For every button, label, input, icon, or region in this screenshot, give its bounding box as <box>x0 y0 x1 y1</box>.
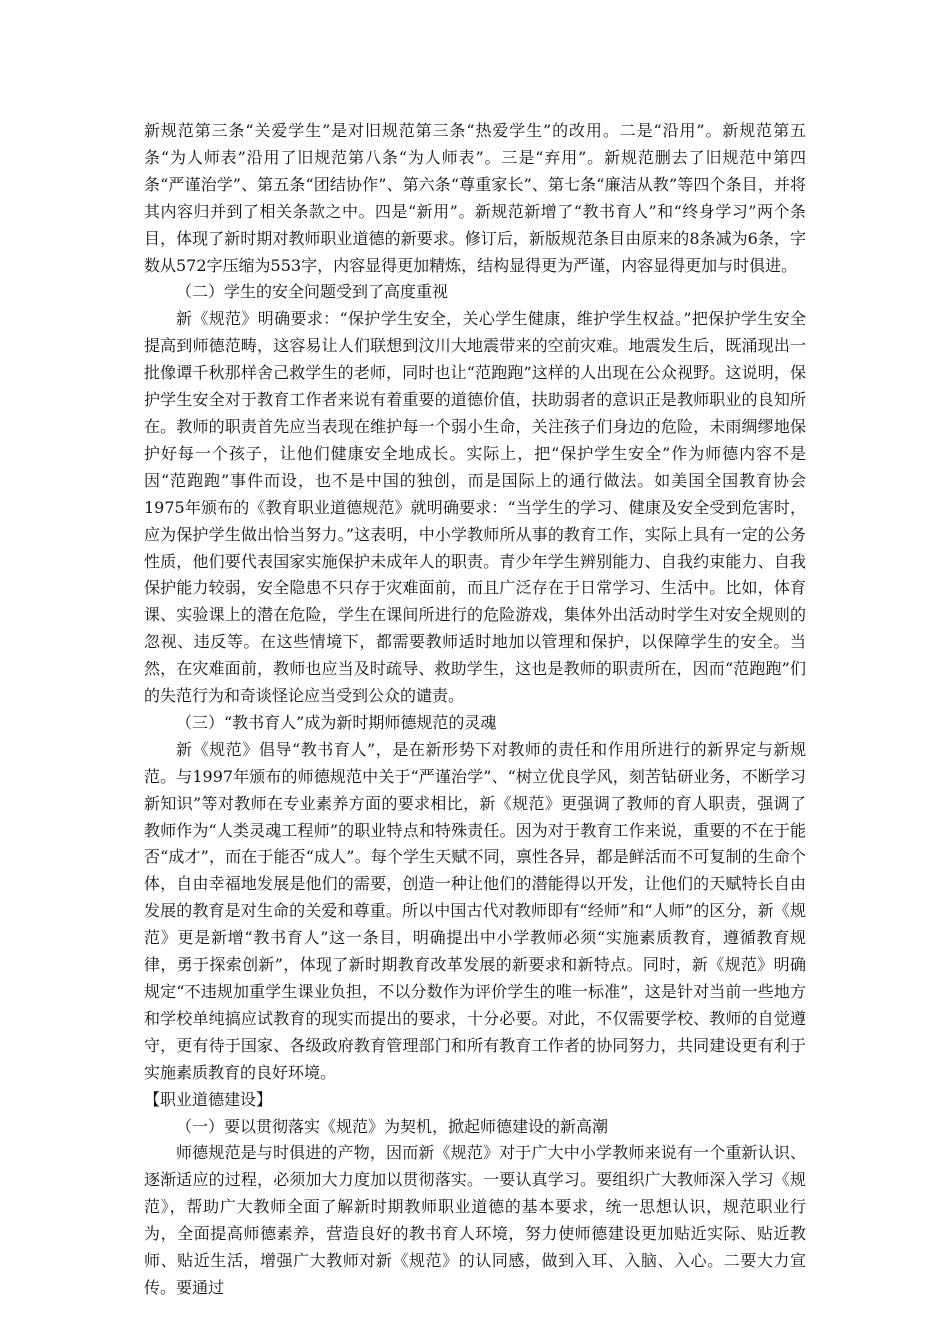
subheading-student-safety: （二）学生的安全问题受到了高度重视 <box>176 282 449 302</box>
subheading-teaching-educating: （三）“教书育人”成为新时期师德规范的灵魂 <box>176 712 497 732</box>
document-page <box>144 118 806 1302</box>
paragraph-teaching-educating: 新《规范》倡导“教书育人”，是在新形势下对教师的责任和作用所进行的新界定与新规范。与1997年颁布的师德规范中关于“严谨治学”、“树立优良学风，刻苦钻研业务，不断学习新知识”等对教师在专业素养方面的要求相比，新《规范》更强调了教师的育人职责，强调了教师作为“人类灵魂工程师”的职业特点和特殊责任。因为对于教育工作来说，重要的不在于能否“成才”，而在于能否“成人”。每个学生天赋不同，禀性各异，都是鲜活而不可复制的生命个体，自由幸福地发展是他们的需要，创造一种让他们的潜能得以开发，让他们的天赋特长自由发展的教育是对生命的关爱和尊重。所以中国古代对教师即有“经师”和“人师”的区分，新《规范》更是新增“教书育人”这一条目，明确提出中小学教师必须“实施素质教育，遵循教育规律，勇于探索创新”，体现了新时期教育改革发展的新要求和新特点。同时，新《规范》明确规定“不违规加重学生课业负担，不以分数作为评价学生的唯一标准”，这是针对当前一些地方和学校单纯搞应试教育的现实而提出的要求，十分必要。对此，不仅需要学校、教师的自觉遵守，更有待于国家、各级政府教育管理部门和所有教育工作者的协同努力，共同建设更有利于实施素质教育的良好环境。 <box>144 739 806 1082</box>
subheading-implement-norms: （一）要以贯彻落实《规范》为契机，掀起师德建设的新高潮 <box>176 1116 609 1136</box>
section-heading-ethics-building: 【职业道德建设】 <box>144 1089 273 1109</box>
paragraph-student-safety: 新《规范》明确要求：“保护学生安全，关心学生健康，维护学生权益。”把保护学生安全提高到师德范畴，这容易让人们联想到汶川大地震带来的空前灾难。地震发生后，既涌现出一批像谭千秋那样舍己救学生的老师，同时也让“范跑跑”这样的人出现在公众视野。这说明，保护学生安全对于教育工作者来说有着重要的道德价值，扶助弱者的意识正是教师职业的良知所在。教师的职责首先应当表现在维护每一个弱小生命，关注孩子们身边的危险，未雨绸缪地保护好每一个孩子，让他们健康安全地成长。实际上，把“保护学生安全”作为师德内容不是因“范跑跑”事件而设，也不是中国的独创，而是国际上的通行做法。如美国全国教育协会1975年颁布的《教育职业道德规范》就明确要求：“当学生的学习、健康及安全受到危害时，应为保护学生做出恰当努力。”这表明，中小学教师所从事的教育工作，实际上具有一定的公务性质，他们要代表国家实施保护未成年人的职责。青少年学生辨别能力、自我约束能力、自我保护能力较弱，安全隐患不只存于灾难面前，而且广泛存在于日常学习、生活中。比如，体育课、实验课上的潜在危险，学生在课间所进行的危险游戏，集体外出活动时学生对安全规则的忽视、违反等。在这些情境下，都需要教师适时地加以管理和保护，以保障学生的安全。当然，在灾难面前，教师也应当及时疏导、救助学生，这也是教师的职责所在，因而“范跑跑”们的失范行为和奇谈怪论应当受到公众的谴责。 <box>144 309 806 706</box>
paragraph-implement-norms: 师德规范是与时俱进的产物，因而新《规范》对于广大中小学教师来说有一个重新认识、逐渐适应的过程，必须加大力度加以贯彻落实。一要认真学习。要组织广大教师深入学习《规范》，帮助广大教师全面了解新时期教师职业道德的基本要求，统一思想认识，规范职业行为，全面提高师德素养，营造良好的教书育人环境，努力使师德建设更加贴近实际、贴近教师、贴近生活，增强广大教师对新《规范》的认同感，做到入耳、入脑、入心。二要大力宣传。要通过 <box>144 1143 806 1297</box>
paragraph-article-changes: 新规范第三条“关爱学生”是对旧规范第三条“热爱学生”的改用。二是“沿用”。新规范第五条“为人师表”沿用了旧规范第八条“为人师表”。三是“弃用”。新规范删去了旧规范中第四条“严谨治学”、第五条“团结协作”、第六条“尊重家长”、第七条“廉洁从教”等四个条目，并将其内容归并到了相关条款之中。四是“新用”。新规范新增了“教书育人”和“终身学习”两个条目，体现了新时期对教师职业道德的新要求。修订后，新版规范条目由原来的8条减为6条，字数从572字压缩为553字，内容显得更加精炼，结构显得更为严谨，内容显得更加与时俱进。 <box>144 121 806 275</box>
